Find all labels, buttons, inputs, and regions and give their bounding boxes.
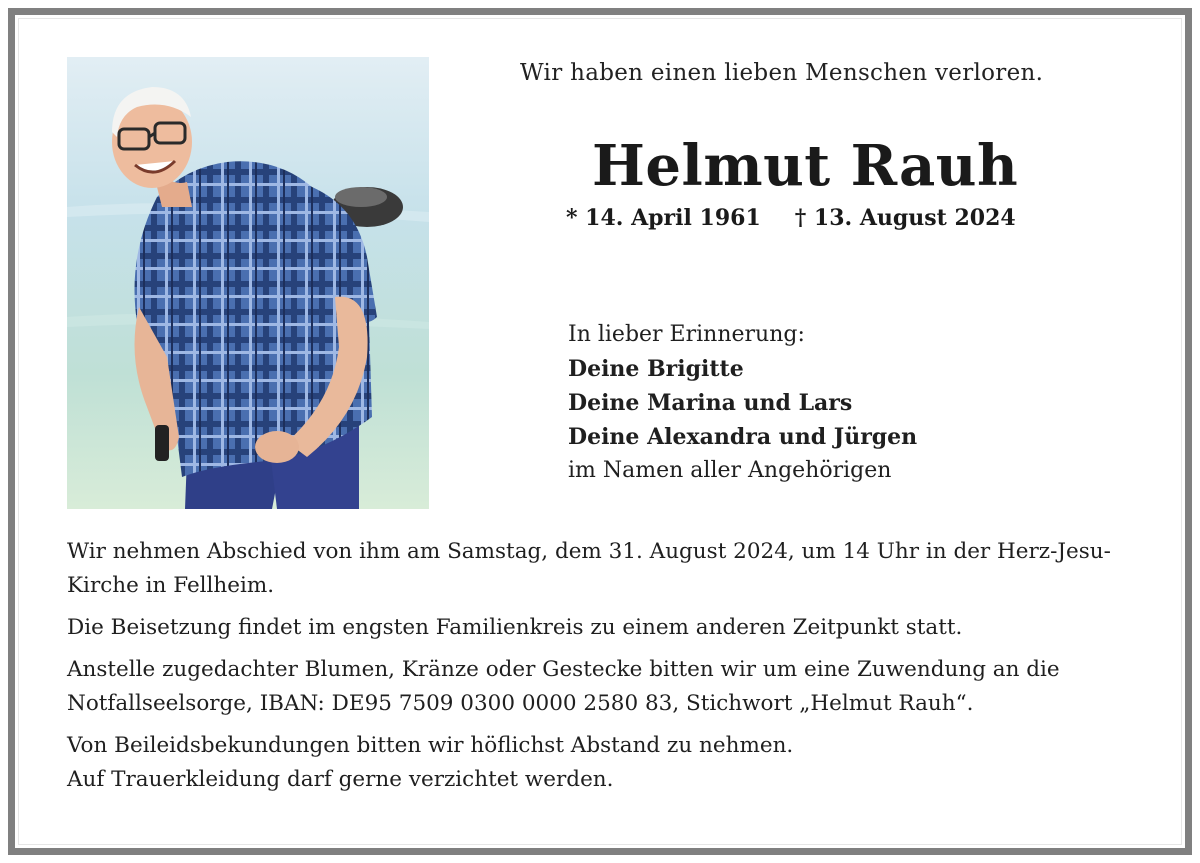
portrait-photo [67, 57, 429, 509]
mourner-name: Deine Brigitte [568, 356, 744, 382]
mourners-block [568, 318, 917, 488]
notice-text [67, 535, 1147, 797]
attire-line: Auf Trauerkleidung darf gerne verzichtet werden. [67, 767, 614, 792]
deceased-name: Helmut Rauh [592, 133, 1019, 199]
remembrance-heading: In lieber Erinnerung: [568, 322, 805, 347]
burial-paragraph: Die Beisetzung findet im engsten Familienkreis zu einem anderen Zeitpunkt statt. [67, 615, 963, 640]
mourner-name: Deine Alexandra und Jürgen [568, 424, 918, 450]
birth-date: * 14. April 1961 [566, 205, 761, 231]
intro-line: Wir haben einen lieben Menschen verloren. [520, 60, 1044, 86]
mourner-name: Deine Marina und Lars [568, 390, 853, 416]
condolence-paragraph [67, 729, 1147, 797]
donation-paragraph: Anstelle zugedachter Blumen, Kränze oder Gestecke bitten wir um eine Zuwendung an die Notfallseelsorge, IBAN: DE95 7509 0300 0000 2580 83, Stichwort „Helmut Rauh“. [67, 657, 1060, 716]
funeral-service-paragraph: Wir nehmen Abschied von ihm am Samstag, dem 31. August 2024, um 14 Uhr in der Herz-Jesu-Kirche in Fellheim. [67, 539, 1111, 598]
mourners-closing: im Namen aller Angehörigen [568, 458, 892, 483]
condolence-line: Von Beileidsbekundungen bitten wir höflichst Abstand zu nehmen. [67, 733, 794, 758]
life-dates [566, 205, 1016, 231]
death-date: † 13. August 2024 [794, 205, 1016, 231]
